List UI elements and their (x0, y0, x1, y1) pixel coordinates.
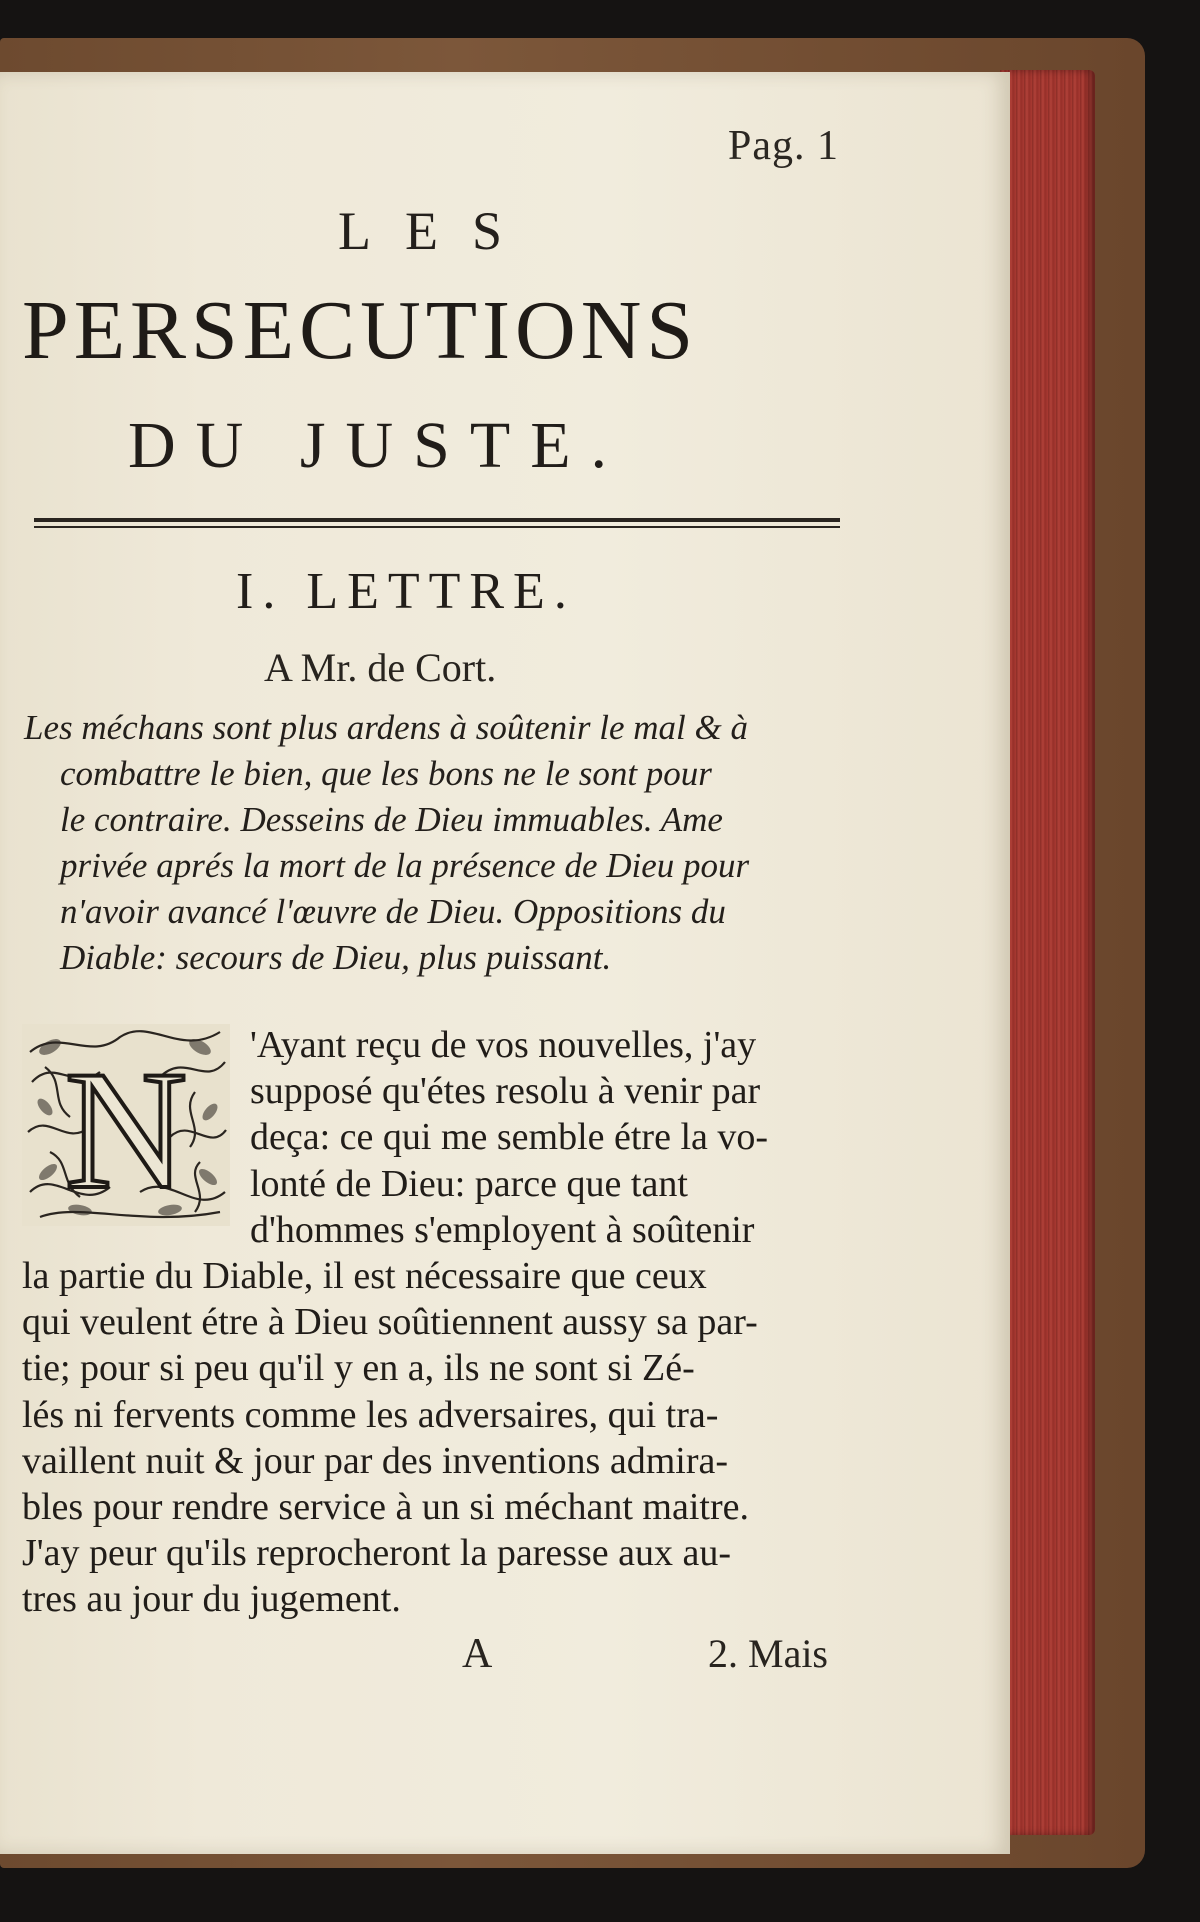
title-rule-thick (34, 518, 840, 522)
letter-heading: I. LETTRE. (236, 563, 576, 620)
body-line: d'hommes s'employent à soûtenir (250, 1208, 755, 1251)
letter-addressee: A Mr. de Cort. (264, 645, 497, 690)
body-line: vaillent nuit & jour par des inventions admira- (22, 1439, 729, 1482)
title-line-2: PERSECUTIONS (22, 284, 699, 377)
summary-line: Les méchans sont plus ardens à soûtenir le mal & à (24, 708, 748, 747)
signature-mark: A (462, 1631, 493, 1677)
body-line: la partie du Diable, il est nécessaire que ceux (22, 1255, 707, 1298)
body-line: tie; pour si peu qu'il y en a, ils ne sont si Zé- (22, 1347, 695, 1390)
body-line: bles pour rendre service à un si méchant maitre. (22, 1486, 749, 1529)
body-line: qui veulent étre à Dieu soûtiennent aussy sa par- (22, 1301, 758, 1344)
body-line: J'ay peur qu'ils reprocheront la paresse aux au- (22, 1532, 732, 1575)
body-line: lonté de Dieu: parce que tant (250, 1162, 688, 1205)
letter-summary (24, 705, 860, 981)
title-line-1: LES (338, 201, 537, 261)
body-line: tres au jour du jugement. (22, 1578, 401, 1621)
summary-line: le contraire. Desseins de Dieu immuables. Ame (60, 800, 723, 839)
catchword: 2. Mais (708, 1631, 828, 1676)
page-number: Pag. 1 (728, 123, 839, 169)
summary-line: privée aprés la mort de la présence de Dieu pour (60, 846, 750, 885)
body-line: supposé qu'étes resolu à venir par (250, 1070, 761, 1113)
page-edges (1000, 70, 1095, 1835)
title-line-3: DU JUSTE. (128, 409, 628, 482)
summary-line: n'avoir avancé l'œuvre de Dieu. Oppositions du (60, 892, 726, 931)
summary-line: Diable: secours de Dieu, plus puissant. (60, 938, 612, 977)
body-line: lés ni fervents comme les adversaires, qui tra- (22, 1393, 719, 1436)
summary-line: combattre le bien, que les bons ne le sont pour (60, 754, 712, 793)
body-line: deça: ce qui me semble étre la vo- (250, 1116, 769, 1159)
body-line: 'Ayant reçu de vos nouvelles, j'ay (250, 1024, 757, 1066)
letter-body (22, 1022, 862, 1623)
dropcap-letter: N (64, 1036, 188, 1224)
title-rule-thin (34, 526, 840, 528)
